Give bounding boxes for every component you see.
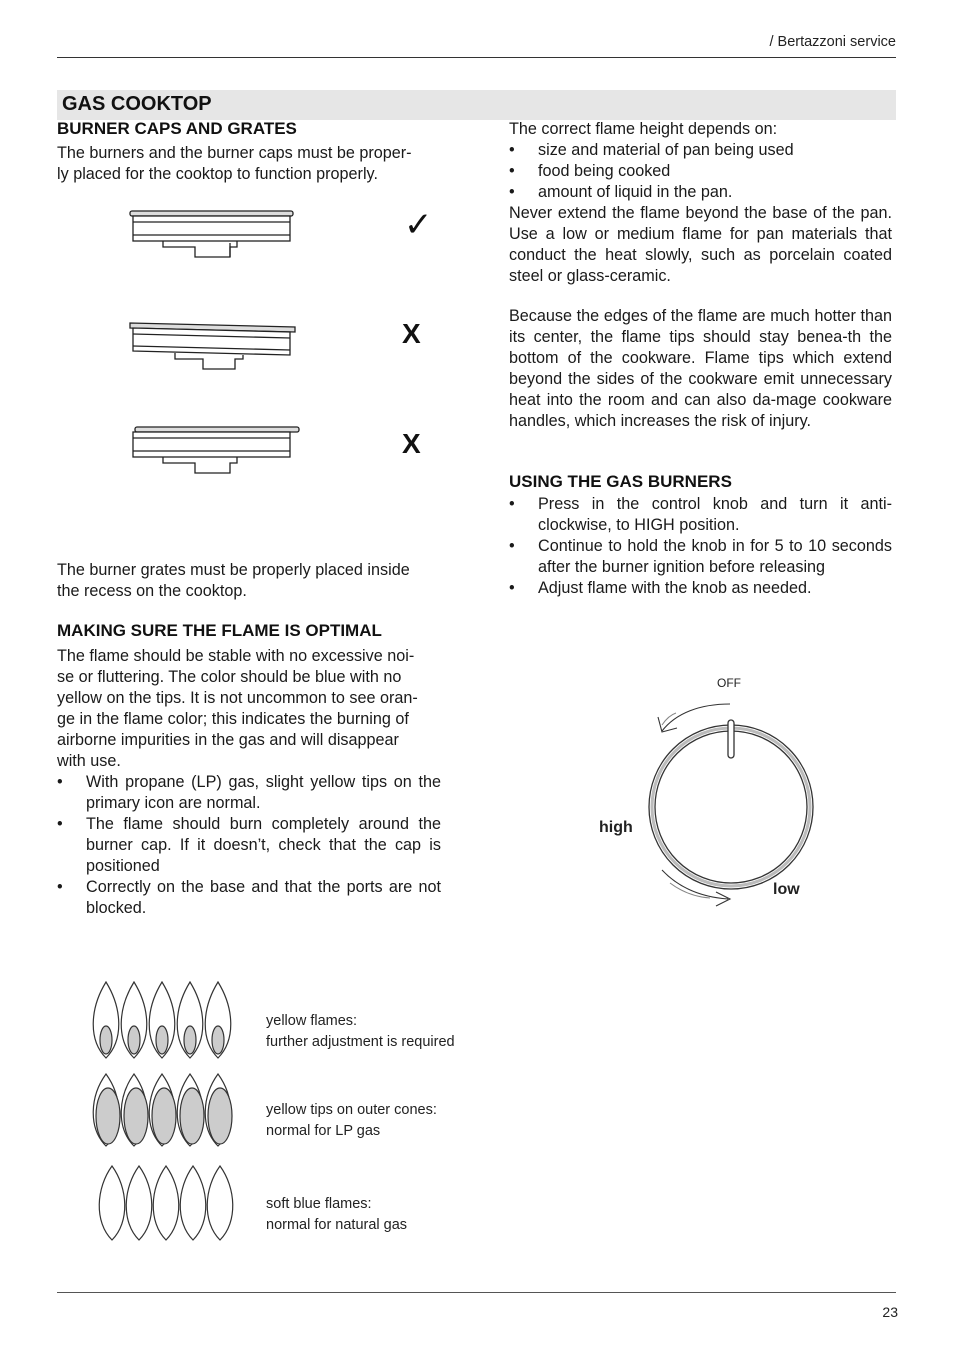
knob-low-label: low	[773, 881, 800, 898]
list-item: • food being cooked	[509, 161, 892, 182]
flame-bullets	[57, 772, 441, 919]
grates-text: The burner grates must be properly placed inside the recess on the cooktop.	[57, 561, 410, 600]
list-item: • size and material of pan being used	[509, 140, 892, 161]
blue-flames-row	[99, 1166, 233, 1240]
list-item: • With propane (LP) gas, slight yellow tips on the primary icon are normal.	[57, 772, 441, 814]
wrong-mark-1: X	[402, 318, 421, 349]
yellow-flames-row	[93, 982, 231, 1058]
burner-cap-correct-diagram	[125, 205, 310, 265]
page-number: 23	[882, 1304, 898, 1320]
gas-burners-bullets	[509, 494, 892, 599]
gas-burners-block	[509, 494, 892, 599]
flame-legend-blue: soft blue flames: normal for natural gas	[266, 1196, 408, 1233]
header-brand: / Bertazzoni service	[769, 34, 896, 50]
flame-text: The flame should be stable with no excessive noi- se or fluttering. The color should be blue with no yellow on the tips. It is not uncommon to see oran- ge in the flame color; this indicates the burning of airborne impurities in the gas and will disappear with use. • With propane (LP) gas, slight yellow tips on the primary icon are normal. • The flame should burn completely around the burner cap. If it doesn’t, check that the cap is positioned • Correctly on the base and that the ports are not blocked.	[57, 646, 441, 919]
wrong-mark-2: X	[402, 428, 421, 459]
flame-height-block: The correct flame height depends on: • size and material of pan being used • food being cooked • amount of liquid in the pan. Never extend the flame beyond the base of the pan. Use a low or medium flame for pan materials that conduct the heat slowly, such as porcelain coated steel or glass-ceramic.	[509, 119, 892, 287]
knob-high-label: high	[599, 819, 633, 836]
list-item: • The flame should burn completely around the burner cap. If it doesn’t, check that the cap is positioned	[57, 814, 441, 877]
header-rule	[57, 57, 896, 58]
gas-burners-heading: USING THE GAS BURNERS	[509, 472, 732, 491]
footer-rule	[57, 1292, 896, 1293]
burner-caps-text: The burners and the burner caps must be proper- ly placed for the cooktop to function properly.	[57, 144, 412, 183]
flame-height-bullets	[509, 140, 892, 203]
flame-heading: MAKING SURE THE FLAME IS OPTIMAL	[57, 621, 382, 640]
flame-illustrations	[88, 980, 243, 1242]
list-item: • Adjust flame with the knob as needed.	[509, 578, 892, 599]
section-title: GAS COOKTOP	[62, 93, 212, 115]
list-item: • amount of liquid in the pan.	[509, 182, 892, 203]
burner-cap-offset-diagram	[125, 420, 310, 480]
burner-caps-heading: BURNER CAPS AND GRATES	[57, 119, 297, 138]
correct-checkmark: ✓	[404, 206, 433, 244]
edges-text: Because the edges of the flame are much hotter than its center, the flame tips should stay benea-th the bottom of the cookware. Flame tips which extend beyond the sides of the cookware emit unnecessary heat into the room and can also da-mage cookware handles, which increases the risk of injury.	[509, 307, 892, 430]
control-knob-diagram	[640, 695, 830, 910]
list-item: • Press in the control knob and turn it anti-clockwise, to HIGH position.	[509, 494, 892, 536]
list-item: • Correctly on the base and that the ports are not blocked.	[57, 877, 441, 919]
extend-text: Never extend the flame beyond the base of the pan. Use a low or medium flame for pan materials that conduct the heat slowly, such as porcelain coated steel or glass-ceramic.	[509, 204, 892, 285]
flame-legend-yellow-tips: yellow tips on outer cones: normal for LP gas	[266, 1102, 437, 1139]
burner-cap-tilted-diagram	[125, 315, 310, 375]
knob-off-label: OFF	[717, 676, 741, 690]
flame-legend-yellow: yellow flames: further adjustment is required	[266, 1013, 455, 1050]
yellow-tips-row	[93, 1074, 232, 1146]
list-item: • Continue to hold the knob in for 5 to 10 seconds after the burner ignition before releasing	[509, 536, 892, 578]
